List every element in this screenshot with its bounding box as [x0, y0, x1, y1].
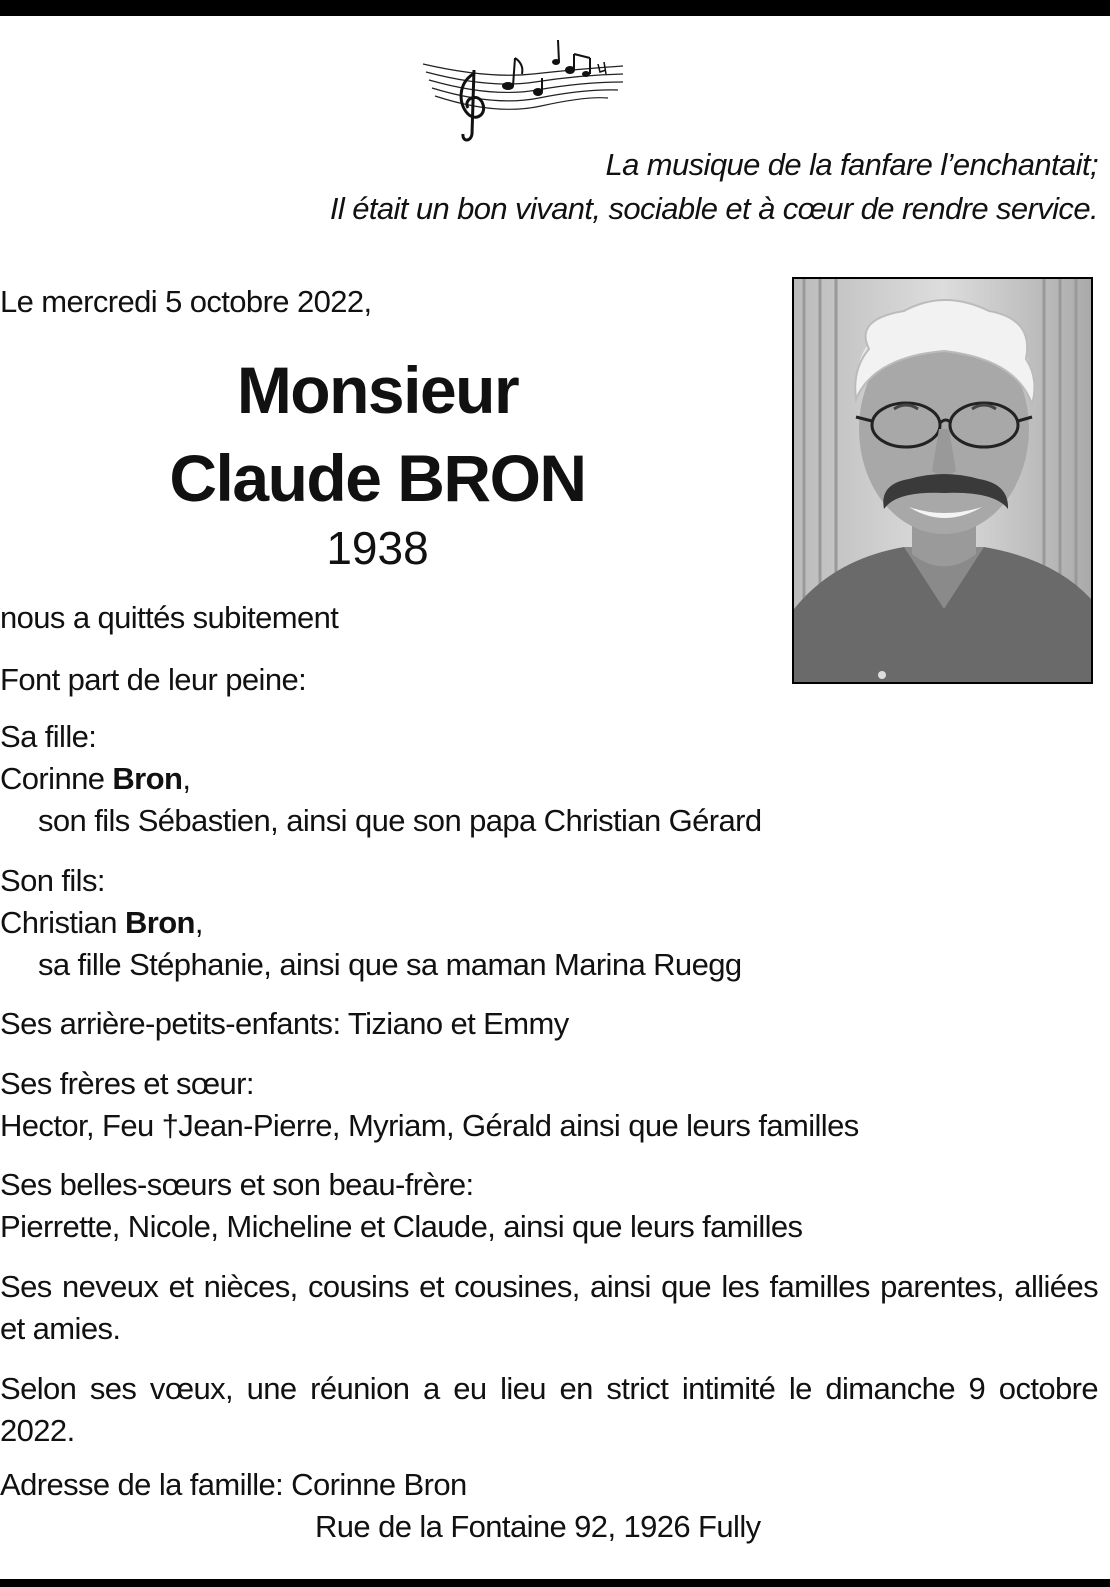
- passed-away-text: nous a quittés subitement: [0, 600, 339, 635]
- daughter-name: [0, 758, 190, 800]
- in-laws-names: Pierrette, Nicole, Micheline et Claude, ainsi que leurs familles: [0, 1209, 803, 1244]
- in-laws-heading: Ses belles-sœurs et son beau-frère:: [0, 1167, 474, 1202]
- intro-date: Le mercredi 5 octobre 2022,: [0, 284, 372, 319]
- epitaph-quote: [98, 143, 1098, 231]
- announcement-text: Font part de leur peine:: [0, 662, 307, 697]
- portrait-photo: [792, 277, 1093, 684]
- daughter-comma: ,: [182, 761, 191, 796]
- daughter-detail: son fils Sébastien, ainsi que son papa Christian Gérard: [38, 803, 762, 838]
- siblings-names: Hector, Feu †Jean-Pierre, Myriam, Gérald ainsi que leurs familles: [0, 1108, 859, 1143]
- relatives-text: Ses neveux et nièces, cousins et cousines, ainsi que les familles parentes, alliées et amies.: [0, 1269, 1098, 1346]
- quote-line-1: La musique de la fanfare l’enchantait;: [605, 147, 1098, 182]
- deceased-name: Claude BRON: [169, 441, 586, 515]
- son-detail: sa fille Stéphanie, ainsi que sa maman Marina Ruegg: [38, 947, 742, 982]
- bottom-border: [0, 1579, 1110, 1587]
- top-border: [0, 0, 1110, 16]
- family-address-line2: Rue de la Fontaine 92, 1926 Fully: [315, 1509, 761, 1544]
- daughter-heading: Sa fille:: [0, 719, 97, 754]
- quote-line-2: Il était un bon vivant, sociable et à cœur de rendre service.: [329, 191, 1098, 226]
- great-grandchildren-text: Ses arrière-petits-enfants: Tiziano et Emmy: [0, 1006, 569, 1041]
- daughter-last: Bron: [112, 761, 183, 796]
- ceremony-text: Selon ses vœux, une réunion a eu lieu en strict intimité le dimanche 9 octobre 2022.: [0, 1371, 1098, 1448]
- son-last: Bron: [124, 905, 195, 940]
- son-first: Christian: [0, 905, 125, 940]
- son-heading: Son fils:: [0, 863, 105, 898]
- deceased-title: Monsieur: [236, 353, 519, 427]
- family-address-label: Adresse de la famille: Corinne Bron: [0, 1467, 467, 1502]
- son-comma: ,: [194, 905, 203, 940]
- deceased-birth-year: 1938: [326, 522, 429, 574]
- siblings-heading: Ses frères et sœur:: [0, 1066, 254, 1101]
- music-notes-icon: [418, 34, 628, 149]
- daughter-first: Corinne: [0, 761, 113, 796]
- son-name: [0, 902, 203, 944]
